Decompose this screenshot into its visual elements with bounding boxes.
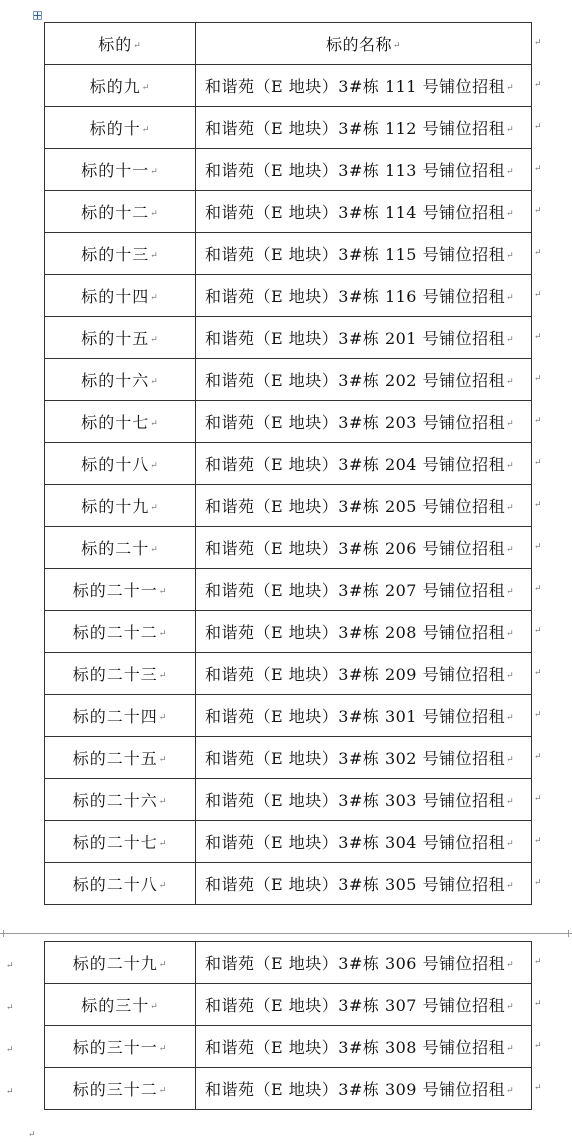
row-name-text: 和谐苑（E 地块）3#栋 113 号铺位招租	[205, 161, 506, 180]
row-name-text: 和谐苑（E 地块）3#栋 116 号铺位招租	[205, 287, 506, 306]
row-code-text: 标的十七	[81, 413, 150, 432]
row-code-cell	[45, 485, 196, 527]
row-name-text: 和谐苑（E 地块）3#栋 115 号铺位招租	[205, 245, 506, 264]
row-name-text: 和谐苑（E 地块）3#栋 304 号铺位招租	[205, 833, 506, 852]
row-end-mark: ↵	[534, 626, 542, 636]
row-code-text: 标的三十一	[72, 1038, 158, 1057]
cell-end-mark: ↵	[141, 82, 151, 93]
row-code-text: 标的二十七	[72, 833, 158, 852]
cell-end-mark: ↵	[506, 166, 515, 177]
row-end-mark: ↵	[534, 80, 542, 90]
row-end-mark: ↵	[534, 584, 542, 594]
row-code-cell	[45, 359, 196, 401]
cell-end-mark: ↵	[506, 544, 515, 555]
row-code-cell	[45, 149, 196, 191]
row-code-cell	[45, 1026, 196, 1068]
row-name-text: 和谐苑（E 地块）3#栋 301 号铺位招租	[205, 707, 506, 726]
row-end-mark: ↵	[534, 122, 542, 132]
row-code-text: 标的二十八	[72, 875, 158, 894]
cell-end-mark: ↵	[158, 1043, 168, 1054]
row-code-cell	[45, 233, 196, 275]
row-name-cell	[196, 942, 532, 984]
row-end-mark: ↵	[534, 164, 542, 174]
table-row	[45, 107, 532, 149]
row-end-mark: ↵	[534, 999, 542, 1009]
cell-end-mark: ↵	[150, 418, 159, 429]
row-name-cell	[196, 569, 532, 611]
row-name-cell	[196, 984, 532, 1026]
cell-end-mark: ↵	[506, 880, 515, 891]
cell-end-mark: ↵	[150, 376, 159, 387]
table-row	[45, 942, 532, 984]
cell-end-mark: ↵	[506, 586, 515, 597]
row-code-text: 标的二十五	[72, 749, 158, 768]
row-code-text: 标的二十三	[72, 665, 158, 684]
row-name-cell	[196, 695, 532, 737]
row-code-cell	[45, 401, 196, 443]
row-name-text: 和谐苑（E 地块）3#栋 203 号铺位招租	[205, 413, 506, 432]
cell-end-mark: ↵	[150, 334, 159, 345]
row-code-cell	[45, 942, 196, 984]
row-name-cell	[196, 1026, 532, 1068]
row-end-mark: ↵	[534, 416, 542, 426]
row-code-cell	[45, 737, 196, 779]
cell-end-mark: ↵	[506, 208, 515, 219]
cell-end-mark: ↵	[150, 166, 159, 177]
row-name-cell	[196, 233, 532, 275]
row-end-mark: ↵	[534, 332, 542, 342]
cell-end-mark: ↵	[506, 376, 515, 387]
cell-end-mark: ↵	[150, 1001, 159, 1012]
cell-end-mark: ↵	[506, 754, 515, 765]
row-end-mark: ↵	[534, 710, 542, 720]
cell-end-mark: ↵	[506, 250, 515, 261]
row-code-cell	[45, 611, 196, 653]
shop-rental-table-page2	[44, 941, 532, 1110]
row-end-mark: ↵	[534, 668, 542, 678]
table-row	[45, 275, 532, 317]
table-row	[45, 611, 532, 653]
table-row	[45, 149, 532, 191]
paragraph-mark: ↵	[6, 1003, 14, 1013]
header-cell-name	[196, 23, 532, 65]
cell-end-mark: ↵	[506, 334, 515, 345]
row-name-text: 和谐苑（E 地块）3#栋 306 号铺位招租	[205, 954, 506, 973]
table-row	[45, 569, 532, 611]
table-row	[45, 1026, 532, 1068]
row-code-text: 标的十九	[81, 497, 150, 516]
table-row	[45, 485, 532, 527]
row-code-text: 标的二十四	[72, 707, 158, 726]
table-row	[45, 527, 532, 569]
cell-end-mark: ↵	[158, 880, 168, 891]
row-name-cell	[196, 65, 532, 107]
row-end-mark: ↵	[534, 458, 542, 468]
row-end-mark: ↵	[534, 500, 542, 510]
row-name-text: 和谐苑（E 地块）3#栋 202 号铺位招租	[205, 371, 506, 390]
cell-end-mark: ↵	[150, 292, 159, 303]
row-code-cell	[45, 569, 196, 611]
cell-end-mark: ↵	[158, 712, 168, 723]
row-code-cell	[45, 527, 196, 569]
cell-end-mark: ↵	[506, 1043, 515, 1054]
row-name-cell	[196, 107, 532, 149]
row-name-cell	[196, 737, 532, 779]
shop-rental-table-page1	[44, 22, 532, 905]
header-cell-code	[45, 23, 196, 65]
paragraph-mark: ↵	[6, 1087, 14, 1097]
cell-end-mark: ↵	[158, 959, 168, 970]
table-row	[45, 65, 532, 107]
row-name-text: 和谐苑（E 地块）3#栋 309 号铺位招租	[205, 1080, 506, 1099]
page-break-tick-left	[3, 930, 4, 937]
cell-end-mark: ↵	[392, 40, 402, 51]
row-end-mark: ↵	[534, 794, 542, 804]
cell-end-mark: ↵	[158, 1085, 168, 1096]
row-name-cell	[196, 149, 532, 191]
table-row	[45, 443, 532, 485]
row-end-mark: ↵	[534, 1083, 542, 1093]
row-name-cell	[196, 275, 532, 317]
cell-end-mark: ↵	[158, 754, 168, 765]
cell-end-mark: ↵	[506, 796, 515, 807]
table-row	[45, 779, 532, 821]
row-name-cell	[196, 401, 532, 443]
row-code-cell	[45, 863, 196, 905]
cell-end-mark: ↵	[506, 124, 515, 135]
row-name-cell	[196, 1068, 532, 1110]
row-code-text: 标的十二	[81, 203, 150, 222]
row-code-cell	[45, 779, 196, 821]
row-code-text: 标的十	[89, 119, 141, 138]
header-name-text: 标的名称	[325, 35, 392, 54]
row-code-text: 标的二十六	[72, 791, 158, 810]
row-code-text: 标的十四	[81, 287, 150, 306]
row-end-mark: ↵	[534, 374, 542, 384]
cell-end-mark: ↵	[158, 628, 168, 639]
row-name-cell	[196, 611, 532, 653]
row-code-text: 标的十一	[81, 161, 150, 180]
cell-end-mark: ↵	[158, 586, 168, 597]
row-code-text: 标的十五	[81, 329, 150, 348]
row-name-text: 和谐苑（E 地块）3#栋 209 号铺位招租	[205, 665, 506, 684]
row-code-cell	[45, 653, 196, 695]
cell-end-mark: ↵	[506, 292, 515, 303]
row-name-text: 和谐苑（E 地块）3#栋 307 号铺位招租	[205, 996, 506, 1015]
row-code-cell	[45, 107, 196, 149]
table-row	[45, 653, 532, 695]
cell-end-mark: ↵	[506, 670, 515, 681]
row-code-text: 标的二十一	[72, 581, 158, 600]
page-break-line	[0, 933, 572, 934]
cell-end-mark: ↵	[158, 670, 168, 681]
row-end-mark: ↵	[534, 542, 542, 552]
row-code-text: 标的二十二	[72, 623, 158, 642]
table-row	[45, 191, 532, 233]
paragraph-mark: ↵	[6, 1045, 14, 1055]
row-end-mark: ↵	[534, 836, 542, 846]
row-name-cell	[196, 191, 532, 233]
row-name-cell	[196, 653, 532, 695]
row-code-text: 标的九	[89, 77, 141, 96]
page-break-tick-right	[568, 930, 569, 937]
row-end-mark: ↵	[534, 206, 542, 216]
row-code-cell	[45, 65, 196, 107]
cell-end-mark: ↵	[150, 208, 159, 219]
row-name-cell	[196, 821, 532, 863]
row-end-mark: ↵	[534, 1041, 542, 1051]
row-end-mark: ↵	[534, 957, 542, 967]
row-code-cell	[45, 984, 196, 1026]
cell-end-mark: ↵	[158, 838, 168, 849]
cell-end-mark: ↵	[150, 250, 159, 261]
cell-end-mark: ↵	[141, 124, 151, 135]
row-name-cell	[196, 359, 532, 401]
row-name-text: 和谐苑（E 地块）3#栋 201 号铺位招租	[205, 329, 506, 348]
row-code-cell	[45, 695, 196, 737]
table-header-row	[45, 23, 532, 65]
table-row	[45, 359, 532, 401]
row-name-cell	[196, 317, 532, 359]
cell-end-mark: ↵	[506, 628, 515, 639]
row-code-cell	[45, 443, 196, 485]
row-name-text: 和谐苑（E 地块）3#栋 207 号铺位招租	[205, 581, 506, 600]
cell-end-mark: ↵	[133, 40, 142, 51]
row-name-text: 和谐苑（E 地块）3#栋 208 号铺位招租	[205, 623, 506, 642]
row-name-text: 和谐苑（E 地块）3#栋 302 号铺位招租	[205, 749, 506, 768]
row-end-mark: ↵	[534, 290, 542, 300]
cell-end-mark: ↵	[150, 544, 159, 555]
cell-end-mark: ↵	[506, 82, 515, 93]
table-row	[45, 233, 532, 275]
row-name-cell	[196, 485, 532, 527]
cell-end-mark: ↵	[506, 460, 515, 471]
row-code-cell	[45, 1068, 196, 1110]
cell-end-mark: ↵	[506, 838, 515, 849]
row-name-text: 和谐苑（E 地块）3#栋 206 号铺位招租	[205, 539, 506, 558]
row-end-mark: ↵	[534, 38, 542, 48]
cell-end-mark: ↵	[506, 712, 515, 723]
paragraph-mark: ↵	[6, 961, 14, 971]
header-code-text: 标的	[98, 35, 133, 54]
row-name-text: 和谐苑（E 地块）3#栋 205 号铺位招租	[205, 497, 506, 516]
row-name-text: 和谐苑（E 地块）3#栋 305 号铺位招租	[205, 875, 506, 894]
paragraph-mark: ↵	[28, 1130, 36, 1140]
row-code-cell	[45, 275, 196, 317]
row-end-mark: ↵	[534, 878, 542, 888]
table-row	[45, 863, 532, 905]
row-code-text: 标的三十二	[72, 1080, 158, 1099]
cell-end-mark: ↵	[150, 460, 159, 471]
table-row	[45, 1068, 532, 1110]
table-row	[45, 695, 532, 737]
row-name-text: 和谐苑（E 地块）3#栋 303 号铺位招租	[205, 791, 506, 810]
cell-end-mark: ↵	[506, 1085, 515, 1096]
row-code-cell	[45, 821, 196, 863]
cell-end-mark: ↵	[158, 796, 168, 807]
row-code-cell	[45, 317, 196, 359]
table-move-handle-icon[interactable]	[33, 11, 42, 20]
row-name-text: 和谐苑（E 地块）3#栋 114 号铺位招租	[205, 203, 506, 222]
table-row	[45, 984, 532, 1026]
row-name-text: 和谐苑（E 地块）3#栋 112 号铺位招租	[205, 119, 506, 138]
row-code-cell	[45, 191, 196, 233]
cell-end-mark: ↵	[506, 959, 515, 970]
table-row	[45, 737, 532, 779]
table-row	[45, 401, 532, 443]
cell-end-mark: ↵	[150, 502, 159, 513]
row-name-cell	[196, 443, 532, 485]
row-name-cell	[196, 527, 532, 569]
row-name-cell	[196, 779, 532, 821]
row-name-cell	[196, 863, 532, 905]
row-code-text: 标的二十	[81, 539, 150, 558]
row-name-text: 和谐苑（E 地块）3#栋 308 号铺位招租	[205, 1038, 506, 1057]
row-name-text: 和谐苑（E 地块）3#栋 204 号铺位招租	[205, 455, 506, 474]
cell-end-mark: ↵	[506, 1001, 515, 1012]
row-code-text: 标的十八	[81, 455, 150, 474]
row-code-text: 标的十六	[81, 371, 150, 390]
cell-end-mark: ↵	[506, 418, 515, 429]
table-row	[45, 821, 532, 863]
row-code-text: 标的二十九	[72, 954, 158, 973]
row-name-text: 和谐苑（E 地块）3#栋 111 号铺位招租	[205, 77, 506, 96]
table-row	[45, 317, 532, 359]
row-end-mark: ↵	[534, 752, 542, 762]
row-code-text: 标的三十	[81, 996, 150, 1015]
row-end-mark: ↵	[534, 248, 542, 258]
cell-end-mark: ↵	[506, 502, 515, 513]
row-code-text: 标的十三	[81, 245, 150, 264]
